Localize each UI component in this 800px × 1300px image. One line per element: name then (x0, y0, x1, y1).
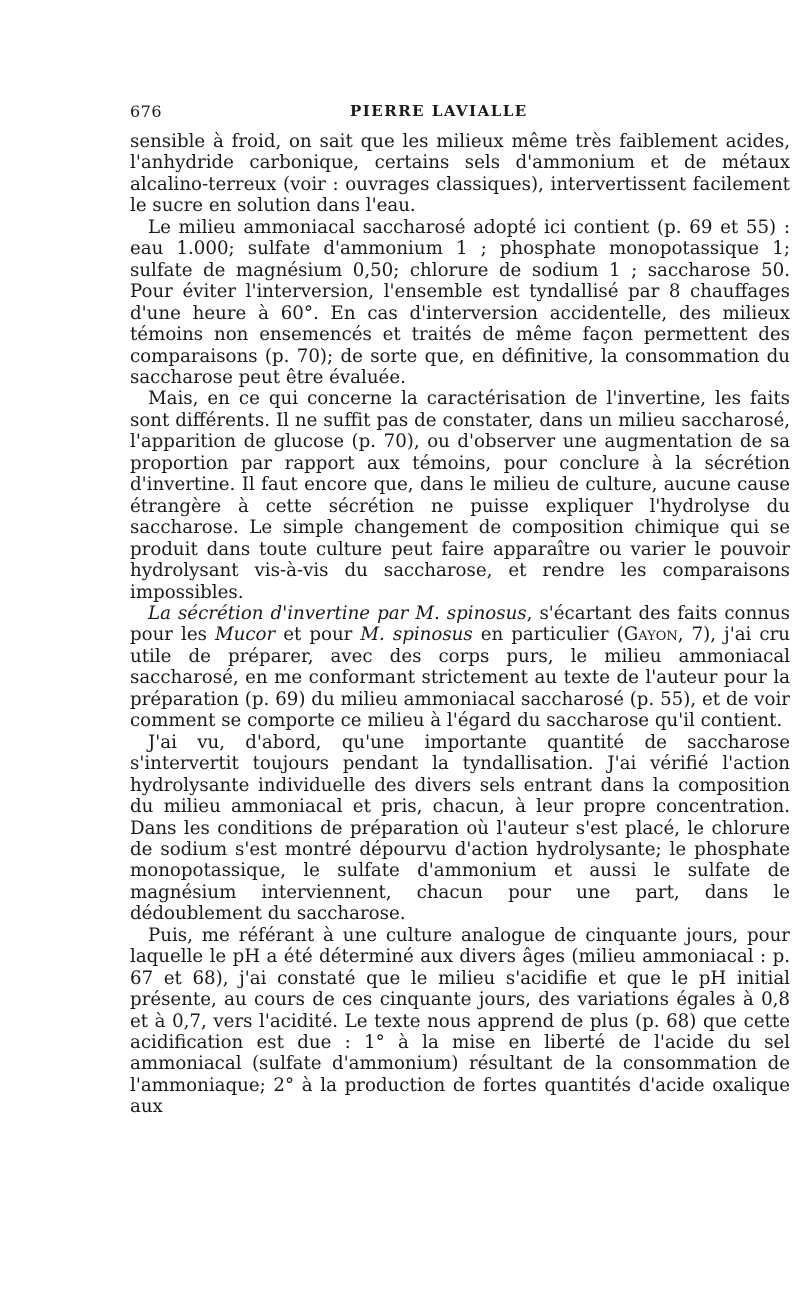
paragraph-4-text-c: en particulier ( (472, 624, 624, 646)
body-text (130, 131, 790, 1118)
paragraph-4-text-b: et pour (275, 624, 361, 646)
genus-mucor: Mucor (215, 624, 276, 646)
paragraph-2: Le milieu ammoniacal saccharosé adopté ici contient (p. 69 et 55) : eau 1.000; sulfate d'ammonium 1 ; phosphate monopotassique 1; sulfate de magnésium 0,50; chlorure de sodium 1 ; saccharose 50. Pour éviter l'interversion, l'ensemble est tyndallisé par 8 chauffages d'une heure à 60°. En cas d'interversion accidentelle, des milieux témoins non ensemencés et traités de même façon permettent des comparaisons (p. 70); de sorte que, en définitive, la consommation du saccharose peut être évaluée. (130, 216, 790, 388)
paragraph-1: sensible à froid, on sait que les milieux même très faiblement acides, l'anhydride carbonique, certains sels d'ammonium et de métaux alcalino-terreux (voir : ouvrages classiques), intervertissent facilement le sucre en solution dans l'eau. (130, 131, 790, 217)
running-head: PIERRE LAVIALLE (350, 102, 528, 120)
citation-gayon: Gayon (623, 624, 678, 646)
paragraph-5: J'ai vu, d'abord, qu'une importante quantité de saccharose s'intervertit toujours pendant la tyndallisation. J'ai vérifié l'action hydrolysante individuelle des divers sels entrant dans la composition du milieu ammoniacal et pris, chacun, à leur propre concentration. Dans les conditions de préparation où l'auteur s'est placé, le chlorure de sodium s'est montré dépourvu d'action hydrolysante; le phosphate monopotassique, le sulfate d'ammonium et aussi le sulfate de magnésium interviennent, chacun pour une part, dans le dédoublement du saccharose. (130, 731, 790, 925)
paragraph-6: Puis, me référant à une culture analogue de cinquante jours, pour laquelle le pH a été déterminé aux divers âges (milieu ammoniacal : p. 67 et 68), j'ai constaté que le milieu s'acidifie et que le pH initial présente, au cours de ces cinquante jours, des variations égales à 0,8 et à 0,7, vers l'acidité. Le texte nous apprend de plus (p. 68) que cette acidification est due : 1° à la mise en liberté de l'acide du sel ammoniacal (sulfate d'ammonium) résultant de la consommation de l'ammoniaque; 2° à la production de fortes quantités d'acide oxalique aux (130, 924, 790, 1118)
paragraph-4 (130, 603, 790, 732)
page-number: 676 (130, 102, 163, 121)
paragraph-4-text-d: , 7), j'ai cru utile de préparer, avec des corps purs, le milieu ammoniacal saccharosé, en me conformant strictement au texte de l'auteur pour la préparation (p. 69) du milieu ammoniacal saccharosé (p. 55), et de voir comment se comporte ce milieu à l'égard du saccharose qu'il contient. (130, 624, 790, 732)
species-m-spinosus: M. spinosus (360, 624, 473, 646)
paragraph-4-text-a: , s'écartant des faits connus pour les (130, 602, 790, 646)
page-header (130, 102, 790, 126)
paragraph-3: Mais, en ce qui concerne la caractérisation de l'invertine, les faits sont différents. Il ne suffit pas de constater, dans un milieu saccharosé, l'apparition de glucose (p. 70), ou d'observer une augmentation de sa proportion par rapport aux témoins, pour conclure à la sécrétion d'invertine. Il faut encore que, dans le milieu de culture, aucune cause étrangère à cette sécrétion ne puisse expliquer l'hydrolyse du saccharose. Le simple changement de composition chimique qui se produit dans toute culture peut faire apparaître ou varier le pouvoir hydrolysant vis-à-vis du saccharose, et rendre les comparaisons impossibles. (130, 388, 790, 603)
section-title-italic: La sécrétion d'invertine par M. spinosus (148, 602, 527, 624)
